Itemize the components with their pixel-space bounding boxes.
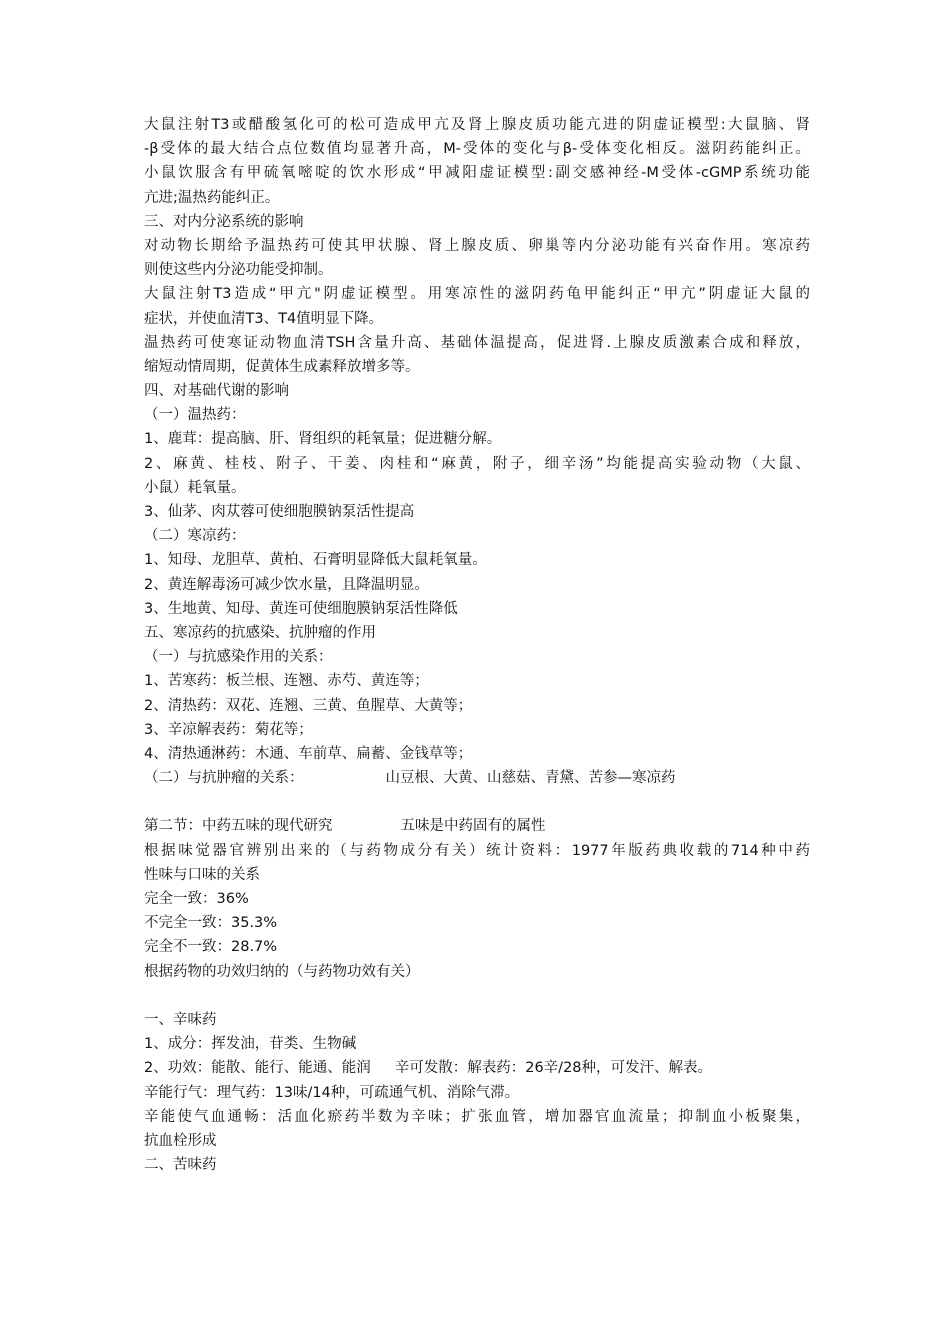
document-body [144, 113, 810, 1177]
list-item: 1、鹿茸：提高脑、肝、肾组织的耗氧量；促进糖分解。 [144, 431, 502, 448]
section-heading: 三、对内分泌系统的影响 [144, 213, 304, 230]
text-line: 根据味觉器官辨别出来的（与药物成分有关）统计资料：1977年版药典收载的714种中药 [144, 842, 810, 859]
list-item: 1、苦寒药：板兰根、连翘、赤芍、黄连等； [144, 673, 429, 690]
stat-line: 不完全一致：35.3% [144, 915, 278, 932]
stat-line: 完全不一致：28.7% [144, 939, 278, 956]
text-line: -β受体的最大结合点位数值均显著升高，M-受体的变化与β-受体变化相反。滋阴药能纠正。 [144, 141, 810, 158]
efficacy-detail: 辛可发散：解表药：26辛/28种，可发汗、解表。 [394, 1060, 713, 1077]
antitumor-label: （二）与抗肿瘤的关系： [144, 770, 304, 787]
text-line: 根据药物的功效归纳的（与药物功效有关） [144, 963, 420, 980]
text-line: 则使这些内分泌功能受抑制。 [144, 262, 333, 279]
list-item: 2、清热药：双花、连翘、三黄、鱼腥草、大黄等； [144, 697, 473, 714]
list-item: 3、辛凉解表药：菊花等； [144, 721, 313, 738]
text-line: 大鼠注射T3造成“甲亢"阴虚证模型。用寒凉性的滋阴药龟甲能纠正“甲亢”阴虚证大鼠的 [144, 286, 810, 303]
efficacy-line [144, 1056, 810, 1080]
subsection-heading: （一）温热药： [144, 407, 246, 424]
text-line: 辛能行气：理气药：13味/14种，可疏通气机、消除气滞。 [144, 1084, 520, 1101]
text-line: 缩短动情周期，促黄体生成素释放增多等。 [144, 358, 420, 375]
text-line: 对动物长期给予温热药可使其甲状腺、肾上腺皮质、卵巢等内分泌功能有兴奋作用。寒凉药 [144, 237, 810, 254]
subsection-heading: （二）寒凉药： [144, 528, 246, 545]
section2-note: 五味是中药固有的属性 [400, 818, 546, 835]
section2-heading-line [144, 814, 810, 838]
list-item: 1、成分：挥发油，苷类、生物碱 [144, 1036, 357, 1053]
text-line: 抗血栓形成 [144, 1132, 217, 1149]
text-line: 性味与口味的关系 [144, 866, 260, 883]
list-item: 4、清热通淋药：木通、车前草、扁蓄、金钱草等； [144, 745, 473, 762]
text-line: 小鼠）耗氧量。 [144, 479, 246, 496]
text-line: 亢进;温热药能纠正。 [144, 189, 280, 206]
section2-title: 第二节：中药五味的现代研究 [144, 818, 333, 835]
text-line: 辛能使气血通畅：活血化瘀药半数为辛味；扩张血管，增加器官血流量；抑制血小板聚集， [144, 1108, 810, 1125]
stat-line: 完全一致：36% [144, 891, 249, 907]
efficacy-label: 2、功效：能散、能行、能通、能润 [144, 1060, 371, 1077]
list-item: 1、知母、龙胆草、黄柏、石膏明显降低大鼠耗氧量。 [144, 552, 487, 569]
subsection-heading: （一）与抗感染作用的关系： [144, 649, 333, 666]
text-line: 症状，并使血清T3、T4值明显下降。 [144, 310, 384, 327]
section-heading: 二、苦味药 [144, 1157, 217, 1174]
text-line: 大鼠注射T3或醋酸氢化可的松可造成甲亢及肾上腺皮质功能亢进的阴虚证模型:大鼠脑、肾 [144, 117, 810, 133]
section-heading: 五、寒凉药的抗感染、抗肿瘤的作用 [144, 624, 376, 641]
list-item: 2、黄连解毒汤可减少饮水量，且降温明显。 [144, 576, 429, 593]
text-line: 小鼠饮服含有甲硫氧嘧啶的饮水形成“甲减阳虚证模型:副交感神经-M受体-cGMP系统功能 [144, 165, 810, 182]
section-heading: 四、对基础代谢的影响 [144, 383, 289, 400]
list-item: 3、生地黄、知母、黄连可使细胞膜钠泵活性降低 [144, 600, 458, 617]
text-line: 温热药可使寒证动物血清TSH含量升高、基础体温提高，促进肾.上腺皮质激素合成和释放， [144, 334, 810, 351]
antitumor-line [144, 766, 810, 790]
list-item: 2、麻黄、桂枝、附子、干姜、肉桂和“麻黄，附子，细辛汤”均能提高实验动物（大鼠、 [144, 455, 810, 472]
list-item: 3、仙茅、肉苁蓉可使细胞膜钠泵活性提高 [144, 504, 415, 520]
section-heading: 一、辛味药 [144, 1011, 217, 1028]
antitumor-value: 山豆根、大黄、山慈菇、青黛、苦参—寒凉药 [385, 770, 676, 787]
